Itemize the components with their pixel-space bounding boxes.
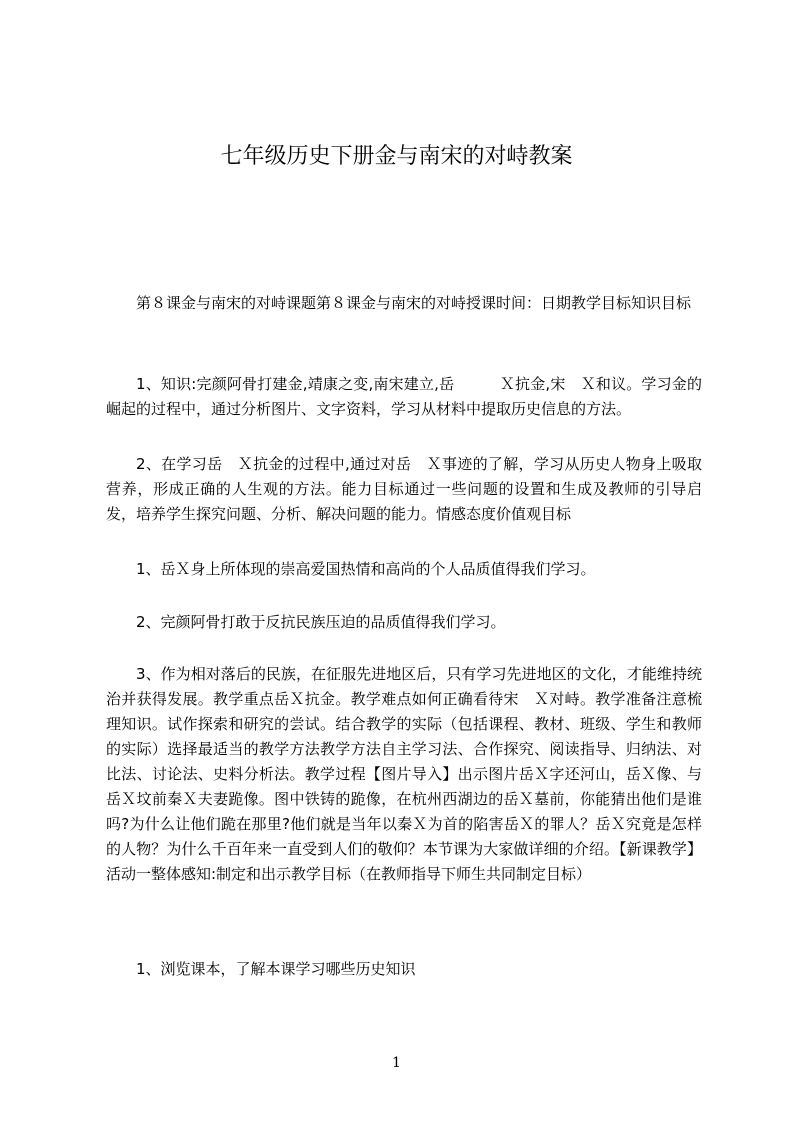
paragraph-knowledge-goal-1: 1、知识:完颜阿骨打建金,靖康之变,南宋建立,岳 Ｘ抗金,宋 Ｘ和议。学习金的崛起的过程中，通过分析图片、文字资料，学习从材料中提取历史信息的方法。: [106, 375, 702, 418]
paragraph-lesson-header: 第８课金与南宋的对峙课题第８课金与南宋的对峙授课时间：日期教学目标知识目标: [136, 294, 692, 312]
paragraph-emotion-goal-1: 1、岳Ｘ身上所体现的崇高爱国热情和高尚的个人品质值得我们学习。: [136, 560, 596, 578]
paragraph-emotion-goal-2: 2、完颜阿骨打敢于反抗民族压迫的品质值得我们学习。: [136, 613, 506, 631]
paragraph-knowledge-goal-2: 2、在学习岳 Ｘ抗金的过程中,通过对岳 Ｘ事迹的了解，学习从历史人物身上吸取营养，形成正确的人生观的方法。能力目标通过一些问题的设置和生成及教师的引导启发，培养学生探究问题、分析、解决问题的能力。情感态度价值观目标: [106, 455, 702, 523]
paragraph-teaching-process: 3、作为相对落后的民族，在征服先进地区后，只有学习先进地区的文化，才能维持统治并获得发展。教学重点岳Ｘ抗金。教学难点如何正确看待宋 Ｘ对峙。教学准备注意梳理知识。试作探索和研究的尝试。结合教学的实际（包括课程、教材、班级、学生和教师的实际）选择最适当的教学方法教学方法自主学习法、合作探究、阅读指导、归纳法、对比法、讨论法、史料分析法。教学过程【图片导入】出示图片岳Ｘ字还河山，岳Ｘ像、与岳Ｘ坟前秦Ｘ夫妻跪像。图中铁铸的跪像，在杭州西湖边的岳Ｘ墓前，你能猜出他们是谁吗?为什么让他们跪在那里?他们就是当年以秦Ｘ为首的陷害岳Ｘ的罪人？岳Ｘ究竟是怎样的人物？为什么千百年来一直受到人们的敬仰？本节课为大家做详细的介绍。【新课教学】活动一整体感知:制定和出示教学目标（在教师指导下师生共同制定目标）: [106, 665, 702, 883]
page-number: 1: [392, 1055, 401, 1071]
paragraph-activity-1: 1、浏览课本，了解本课学习哪些历史知识: [136, 960, 416, 978]
document-title: 七年级历史下册金与南宋的对峙教案: [220, 144, 573, 169]
